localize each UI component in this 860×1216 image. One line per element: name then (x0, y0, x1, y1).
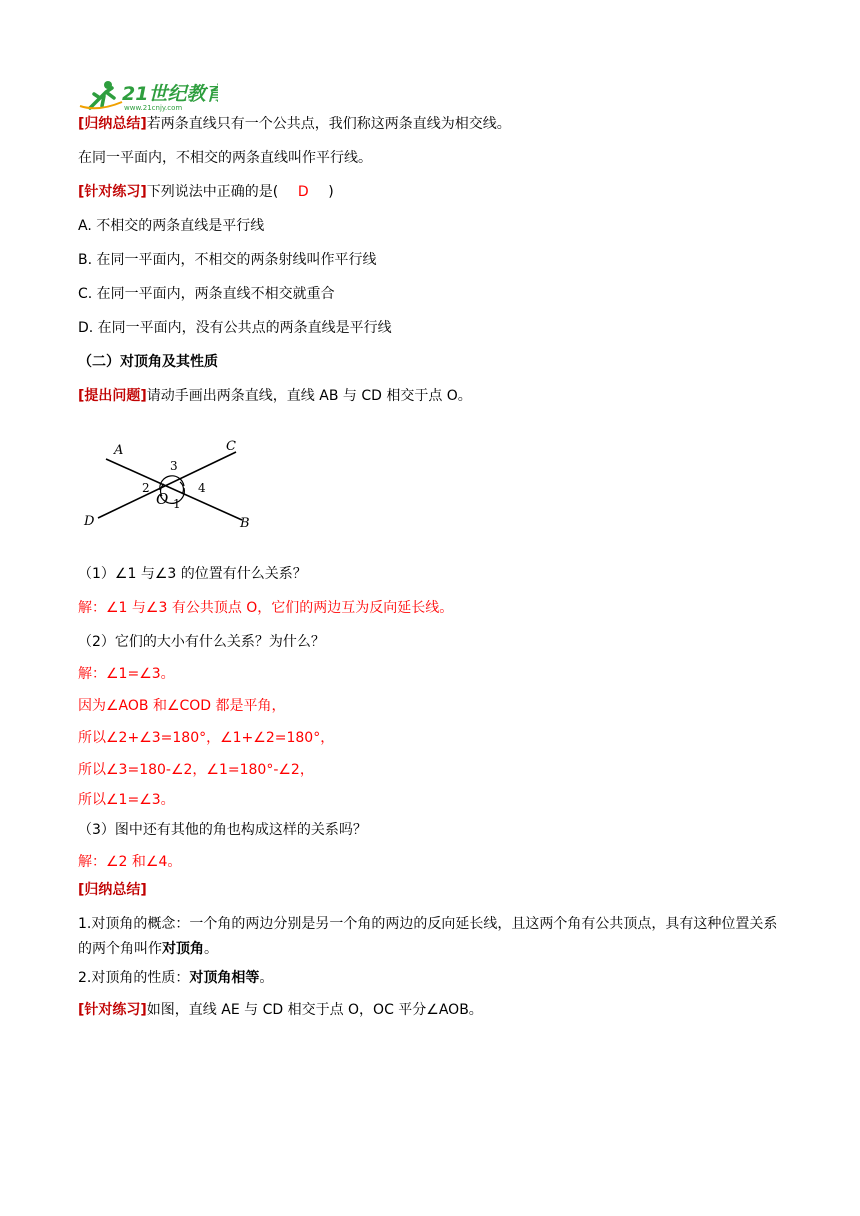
summary2-point1 (78, 912, 788, 962)
summary2-tag: [归纳总结] (78, 882, 147, 898)
summary2-point2 (78, 968, 273, 988)
option-b: B. 在同一平面内，不相交的两条射线叫作平行线 (78, 252, 377, 268)
practice2-line (78, 1000, 483, 1020)
summary1-line (78, 114, 511, 134)
point2-term: 对顶角相等 (189, 970, 260, 986)
label-o: O (156, 490, 169, 508)
logo (78, 78, 218, 114)
question2: （2）它们的大小有什么关系？为什么？ (78, 634, 325, 650)
runner-logo-icon (78, 78, 218, 114)
practice1-question: 下列说法中正确的是( (146, 184, 279, 200)
practice1-question-line (78, 182, 334, 202)
answer1: 解：∠1 与∠3 有公共顶点 O，它们的两边互为反向延长线。 (78, 600, 454, 616)
option-d: D. 在同一平面内，没有公共点的两条直线是平行线 (78, 320, 392, 336)
practice1-answer: D (297, 184, 309, 200)
point1-end: 。 (204, 941, 218, 957)
question-prompt-text: 请动手画出两条直线，直线 AB 与 CD 相交于点 O。 (146, 388, 472, 404)
practice2-tag: [针对练习] (78, 1002, 147, 1018)
practice2-text: 如图，直线 AE 与 CD 相交于点 O，OC 平分∠AOB。 (146, 1002, 483, 1018)
parallel-definition: 在同一平面内，不相交的两条直线叫作平行线。 (78, 150, 372, 166)
point1-text: 1.对顶角的概念：一个角的两边分别是另一个角的两边的反向延长线，且这两个角有公共顶点，具有这种位置关系的两个角叫作 (78, 916, 778, 957)
label-angle4: 4 (198, 481, 206, 495)
intersecting-lines-figure (78, 432, 268, 536)
summary1-tag: [归纳总结] (78, 116, 147, 132)
question1: （1）∠1 与∠3 的位置有什么关系？ (78, 566, 307, 582)
answer2-line4: 所以∠3=180-∠2，∠1=180°-∠2， (78, 762, 314, 778)
practice1-tag: [针对练习] (78, 184, 147, 200)
logo-url: www.21cnjy.com (124, 104, 183, 112)
point2-text: 2.对顶角的性质： (78, 970, 190, 986)
point1-term: 对顶角 (162, 941, 204, 957)
practice1-close: ) (328, 184, 334, 200)
question-prompt-tag: [提出问题] (78, 388, 147, 404)
logo-text: 21世纪教育 (122, 83, 218, 105)
answer2-line3: 所以∠2+∠3=180°，∠1+∠2=180°， (78, 730, 335, 746)
label-a: A (114, 443, 124, 458)
label-angle2: 2 (142, 481, 150, 495)
option-a: A. 不相交的两条直线是平行线 (78, 218, 265, 234)
option-c: C. 在同一平面内，两条直线不相交就重合 (78, 286, 335, 302)
label-c: C (226, 439, 236, 454)
summary1-text: 若两条直线只有一个公共点，我们称这两条直线为相交线。 (146, 116, 511, 132)
answer2-line5: 所以∠1=∠3。 (78, 792, 175, 808)
question3: （3）图中还有其他的角也构成这样的关系吗？ (78, 822, 367, 838)
point2-end: 。 (259, 970, 274, 986)
answer3: 解：∠2 和∠4。 (78, 854, 182, 870)
label-angle3: 3 (170, 459, 178, 473)
answer2-line1: 解：∠1=∠3。 (78, 666, 175, 682)
label-angle1: 1 (173, 497, 181, 511)
section2-title: （二）对顶角及其性质 (78, 354, 218, 370)
question-prompt-line (78, 386, 472, 406)
answer2-line2: 因为∠AOB 和∠COD 都是平角， (78, 698, 286, 714)
label-d: D (84, 514, 95, 529)
label-b: B (240, 516, 250, 531)
